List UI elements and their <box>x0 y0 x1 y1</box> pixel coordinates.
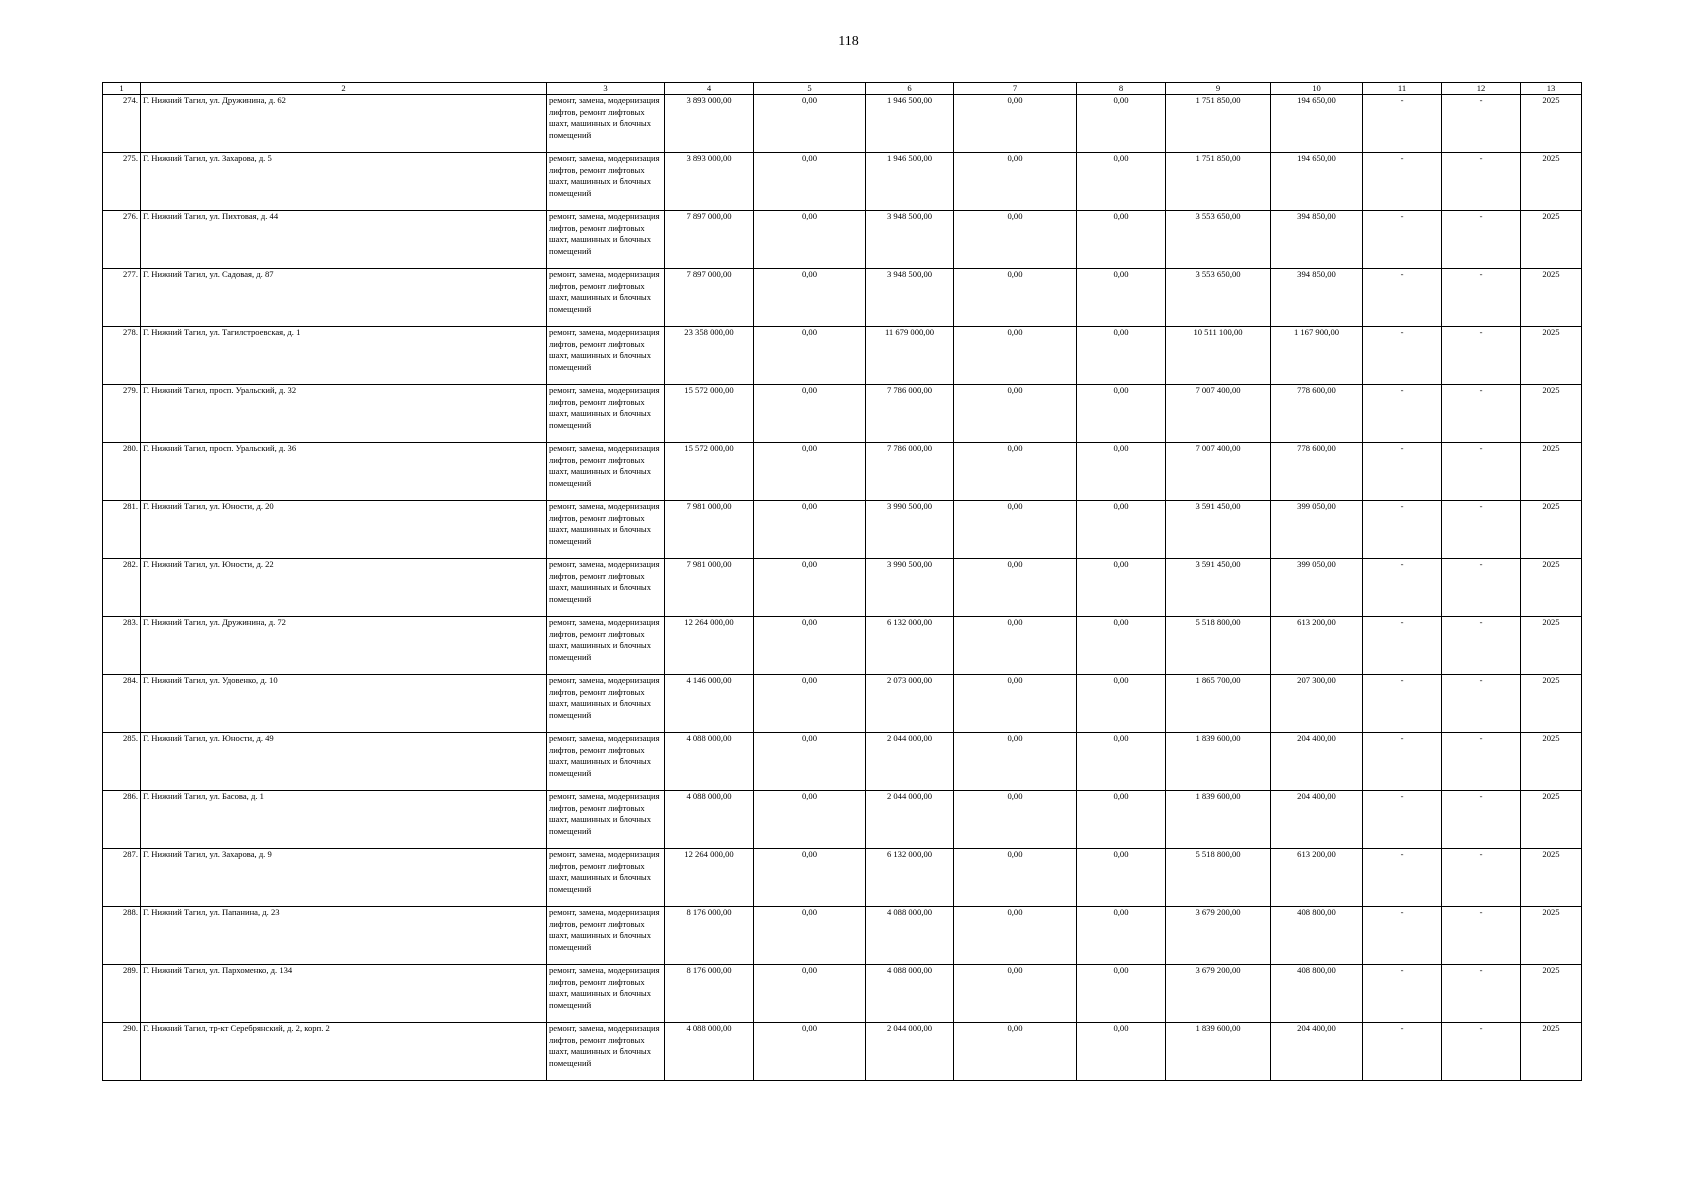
row-number: 278. <box>103 327 141 385</box>
col10-cell: 399 050,00 <box>1271 501 1363 559</box>
col10-cell: 1 167 900,00 <box>1271 327 1363 385</box>
col11-cell: - <box>1363 965 1442 1023</box>
col5-cell: 0,00 <box>754 95 866 153</box>
table-row <box>103 1023 1582 1081</box>
col9-cell: 5 518 800,00 <box>1166 617 1271 675</box>
col12-cell: - <box>1442 443 1521 501</box>
row-number: 284. <box>103 675 141 733</box>
col10-cell: 408 800,00 <box>1271 965 1363 1023</box>
col10-cell: 394 850,00 <box>1271 269 1363 327</box>
col-header: 5 <box>754 83 866 95</box>
col11-cell: - <box>1363 675 1442 733</box>
address-cell: Г. Нижний Тагил, просп. Уральский, д. 36 <box>141 443 547 501</box>
col-header: 10 <box>1271 83 1363 95</box>
total-cost-cell: 12 264 000,00 <box>665 617 754 675</box>
col11-cell: - <box>1363 211 1442 269</box>
total-cost-cell: 3 893 000,00 <box>665 95 754 153</box>
address-cell: Г. Нижний Тагил, ул. Папанина, д. 23 <box>141 907 547 965</box>
col9-cell: 1 751 850,00 <box>1166 153 1271 211</box>
table-row <box>103 443 1582 501</box>
work-type-cell: ремонт, замена, модернизация лифтов, ремонт лифтовых шахт, машинных и блочных помещений <box>547 733 665 791</box>
address-cell: Г. Нижний Тагил, просп. Уральский, д. 32 <box>141 385 547 443</box>
col6-cell: 3 948 500,00 <box>866 269 954 327</box>
total-cost-cell: 23 358 000,00 <box>665 327 754 385</box>
col12-cell: - <box>1442 849 1521 907</box>
col12-cell: - <box>1442 733 1521 791</box>
row-number: 287. <box>103 849 141 907</box>
col9-cell: 1 839 600,00 <box>1166 733 1271 791</box>
work-type-cell: ремонт, замена, модернизация лифтов, ремонт лифтовых шахт, машинных и блочных помещений <box>547 385 665 443</box>
table-row <box>103 965 1582 1023</box>
address-cell: Г. Нижний Тагил, ул. Дружинина, д. 72 <box>141 617 547 675</box>
col9-cell: 1 839 600,00 <box>1166 791 1271 849</box>
address-cell: Г. Нижний Тагил, ул. Юности, д. 22 <box>141 559 547 617</box>
col-header: 12 <box>1442 83 1521 95</box>
year-cell: 2025 <box>1521 733 1582 791</box>
year-cell: 2025 <box>1521 849 1582 907</box>
row-number: 282. <box>103 559 141 617</box>
row-number: 276. <box>103 211 141 269</box>
col-header: 6 <box>866 83 954 95</box>
col7-cell: 0,00 <box>954 965 1077 1023</box>
year-cell: 2025 <box>1521 443 1582 501</box>
col5-cell: 0,00 <box>754 211 866 269</box>
col12-cell: - <box>1442 501 1521 559</box>
work-type-cell: ремонт, замена, модернизация лифтов, ремонт лифтовых шахт, машинных и блочных помещений <box>547 501 665 559</box>
col6-cell: 1 946 500,00 <box>866 95 954 153</box>
col12-cell: - <box>1442 153 1521 211</box>
col8-cell: 0,00 <box>1077 501 1166 559</box>
col5-cell: 0,00 <box>754 1023 866 1081</box>
col8-cell: 0,00 <box>1077 269 1166 327</box>
col6-cell: 1 946 500,00 <box>866 153 954 211</box>
col8-cell: 0,00 <box>1077 733 1166 791</box>
work-type-cell: ремонт, замена, модернизация лифтов, ремонт лифтовых шахт, машинных и блочных помещений <box>547 559 665 617</box>
col9-cell: 3 553 650,00 <box>1166 269 1271 327</box>
register-table <box>102 82 1582 1081</box>
col11-cell: - <box>1363 559 1442 617</box>
col5-cell: 0,00 <box>754 849 866 907</box>
page-number: 118 <box>838 34 859 49</box>
col5-cell: 0,00 <box>754 153 866 211</box>
col8-cell: 0,00 <box>1077 153 1166 211</box>
table-body <box>103 95 1582 1081</box>
col11-cell: - <box>1363 791 1442 849</box>
col9-cell: 1 865 700,00 <box>1166 675 1271 733</box>
col11-cell: - <box>1363 269 1442 327</box>
address-cell: Г. Нижний Тагил, ул. Дружинина, д. 62 <box>141 95 547 153</box>
col8-cell: 0,00 <box>1077 791 1166 849</box>
work-type-cell: ремонт, замена, модернизация лифтов, ремонт лифтовых шахт, машинных и блочных помещений <box>547 791 665 849</box>
col12-cell: - <box>1442 1023 1521 1081</box>
col7-cell: 0,00 <box>954 907 1077 965</box>
col7-cell: 0,00 <box>954 269 1077 327</box>
col9-cell: 3 553 650,00 <box>1166 211 1271 269</box>
col11-cell: - <box>1363 849 1442 907</box>
col10-cell: 778 600,00 <box>1271 385 1363 443</box>
work-type-cell: ремонт, замена, модернизация лифтов, ремонт лифтовых шахт, машинных и блочных помещений <box>547 907 665 965</box>
table-row <box>103 211 1582 269</box>
col5-cell: 0,00 <box>754 907 866 965</box>
col10-cell: 194 650,00 <box>1271 95 1363 153</box>
total-cost-cell: 4 088 000,00 <box>665 1023 754 1081</box>
year-cell: 2025 <box>1521 269 1582 327</box>
total-cost-cell: 4 146 000,00 <box>665 675 754 733</box>
col7-cell: 0,00 <box>954 1023 1077 1081</box>
row-number: 289. <box>103 965 141 1023</box>
col11-cell: - <box>1363 617 1442 675</box>
work-type-cell: ремонт, замена, модернизация лифтов, ремонт лифтовых шахт, машинных и блочных помещений <box>547 675 665 733</box>
col7-cell: 0,00 <box>954 95 1077 153</box>
column-number-header <box>103 83 1582 95</box>
col9-cell: 1 839 600,00 <box>1166 1023 1271 1081</box>
table-row <box>103 385 1582 443</box>
year-cell: 2025 <box>1521 327 1582 385</box>
address-cell: Г. Нижний Тагил, ул. Басова, д. 1 <box>141 791 547 849</box>
col6-cell: 4 088 000,00 <box>866 965 954 1023</box>
col9-cell: 3 679 200,00 <box>1166 907 1271 965</box>
col6-cell: 4 088 000,00 <box>866 907 954 965</box>
col9-cell: 5 518 800,00 <box>1166 849 1271 907</box>
col10-cell: 408 800,00 <box>1271 907 1363 965</box>
table-row <box>103 501 1582 559</box>
work-type-cell: ремонт, замена, модернизация лифтов, ремонт лифтовых шахт, машинных и блочных помещений <box>547 153 665 211</box>
col10-cell: 399 050,00 <box>1271 559 1363 617</box>
col5-cell: 0,00 <box>754 269 866 327</box>
row-number: 274. <box>103 95 141 153</box>
col11-cell: - <box>1363 385 1442 443</box>
total-cost-cell: 7 897 000,00 <box>665 269 754 327</box>
col9-cell: 10 511 100,00 <box>1166 327 1271 385</box>
total-cost-cell: 7 981 000,00 <box>665 501 754 559</box>
total-cost-cell: 8 176 000,00 <box>665 907 754 965</box>
col5-cell: 0,00 <box>754 675 866 733</box>
row-number: 288. <box>103 907 141 965</box>
col-header: 13 <box>1521 83 1582 95</box>
table-row <box>103 617 1582 675</box>
col8-cell: 0,00 <box>1077 1023 1166 1081</box>
year-cell: 2025 <box>1521 153 1582 211</box>
address-cell: Г. Нижний Тагил, ул. Юности, д. 20 <box>141 501 547 559</box>
col9-cell: 7 007 400,00 <box>1166 385 1271 443</box>
col12-cell: - <box>1442 211 1521 269</box>
table-row <box>103 269 1582 327</box>
row-number: 279. <box>103 385 141 443</box>
col10-cell: 613 200,00 <box>1271 849 1363 907</box>
col12-cell: - <box>1442 385 1521 443</box>
total-cost-cell: 12 264 000,00 <box>665 849 754 907</box>
col8-cell: 0,00 <box>1077 559 1166 617</box>
col5-cell: 0,00 <box>754 965 866 1023</box>
col11-cell: - <box>1363 95 1442 153</box>
col6-cell: 3 948 500,00 <box>866 211 954 269</box>
col8-cell: 0,00 <box>1077 385 1166 443</box>
address-cell: Г. Нижний Тагил, ул. Юности, д. 49 <box>141 733 547 791</box>
total-cost-cell: 3 893 000,00 <box>665 153 754 211</box>
table-row <box>103 675 1582 733</box>
table-row <box>103 559 1582 617</box>
row-number: 285. <box>103 733 141 791</box>
header-row <box>103 83 1582 95</box>
work-type-cell: ремонт, замена, модернизация лифтов, ремонт лифтовых шахт, машинных и блочных помещений <box>547 211 665 269</box>
total-cost-cell: 15 572 000,00 <box>665 443 754 501</box>
col12-cell: - <box>1442 95 1521 153</box>
table-row <box>103 849 1582 907</box>
col11-cell: - <box>1363 153 1442 211</box>
col-header: 4 <box>665 83 754 95</box>
col6-cell: 2 044 000,00 <box>866 1023 954 1081</box>
address-cell: Г. Нижний Тагил, ул. Захарова, д. 9 <box>141 849 547 907</box>
col5-cell: 0,00 <box>754 443 866 501</box>
col5-cell: 0,00 <box>754 791 866 849</box>
col7-cell: 0,00 <box>954 211 1077 269</box>
col-header: 3 <box>547 83 665 95</box>
address-cell: Г. Нижний Тагил, ул. Захарова, д. 5 <box>141 153 547 211</box>
col12-cell: - <box>1442 965 1521 1023</box>
table-row <box>103 327 1582 385</box>
col8-cell: 0,00 <box>1077 327 1166 385</box>
col7-cell: 0,00 <box>954 385 1077 443</box>
work-type-cell: ремонт, замена, модернизация лифтов, ремонт лифтовых шахт, машинных и блочных помещений <box>547 1023 665 1081</box>
year-cell: 2025 <box>1521 385 1582 443</box>
col12-cell: - <box>1442 617 1521 675</box>
total-cost-cell: 15 572 000,00 <box>665 385 754 443</box>
col7-cell: 0,00 <box>954 617 1077 675</box>
col-header: 7 <box>954 83 1077 95</box>
col7-cell: 0,00 <box>954 443 1077 501</box>
col10-cell: 204 400,00 <box>1271 1023 1363 1081</box>
col11-cell: - <box>1363 907 1442 965</box>
col-header: 2 <box>141 83 547 95</box>
col10-cell: 204 400,00 <box>1271 733 1363 791</box>
col11-cell: - <box>1363 1023 1442 1081</box>
year-cell: 2025 <box>1521 1023 1582 1081</box>
work-type-cell: ремонт, замена, модернизация лифтов, ремонт лифтовых шахт, машинных и блочных помещений <box>547 95 665 153</box>
row-number: 283. <box>103 617 141 675</box>
col9-cell: 7 007 400,00 <box>1166 443 1271 501</box>
col9-cell: 1 751 850,00 <box>1166 95 1271 153</box>
col6-cell: 2 073 000,00 <box>866 675 954 733</box>
col8-cell: 0,00 <box>1077 675 1166 733</box>
col11-cell: - <box>1363 733 1442 791</box>
address-cell: Г. Нижний Тагил, ул. Садовая, д. 87 <box>141 269 547 327</box>
col7-cell: 0,00 <box>954 675 1077 733</box>
col5-cell: 0,00 <box>754 559 866 617</box>
col6-cell: 3 990 500,00 <box>866 501 954 559</box>
table-row <box>103 791 1582 849</box>
col-header: 9 <box>1166 83 1271 95</box>
total-cost-cell: 8 176 000,00 <box>665 965 754 1023</box>
col7-cell: 0,00 <box>954 791 1077 849</box>
col-header: 1 <box>103 83 141 95</box>
work-type-cell: ремонт, замена, модернизация лифтов, ремонт лифтовых шахт, машинных и блочных помещений <box>547 327 665 385</box>
col7-cell: 0,00 <box>954 501 1077 559</box>
col12-cell: - <box>1442 791 1521 849</box>
col8-cell: 0,00 <box>1077 965 1166 1023</box>
col9-cell: 3 679 200,00 <box>1166 965 1271 1023</box>
table-row <box>103 907 1582 965</box>
year-cell: 2025 <box>1521 907 1582 965</box>
total-cost-cell: 7 897 000,00 <box>665 211 754 269</box>
row-number: 280. <box>103 443 141 501</box>
col7-cell: 0,00 <box>954 153 1077 211</box>
work-type-cell: ремонт, замена, модернизация лифтов, ремонт лифтовых шахт, машинных и блочных помещений <box>547 269 665 327</box>
col7-cell: 0,00 <box>954 733 1077 791</box>
col12-cell: - <box>1442 327 1521 385</box>
address-cell: Г. Нижний Тагил, ул. Тагилстроевская, д. 1 <box>141 327 547 385</box>
col8-cell: 0,00 <box>1077 211 1166 269</box>
work-type-cell: ремонт, замена, модернизация лифтов, ремонт лифтовых шахт, машинных и блочных помещений <box>547 443 665 501</box>
col12-cell: - <box>1442 675 1521 733</box>
work-type-cell: ремонт, замена, модернизация лифтов, ремонт лифтовых шахт, машинных и блочных помещений <box>547 965 665 1023</box>
col7-cell: 0,00 <box>954 327 1077 385</box>
row-number: 275. <box>103 153 141 211</box>
col5-cell: 0,00 <box>754 385 866 443</box>
work-type-cell: ремонт, замена, модернизация лифтов, ремонт лифтовых шахт, машинных и блочных помещений <box>547 849 665 907</box>
col12-cell: - <box>1442 269 1521 327</box>
col9-cell: 3 591 450,00 <box>1166 501 1271 559</box>
total-cost-cell: 4 088 000,00 <box>665 733 754 791</box>
col6-cell: 2 044 000,00 <box>866 733 954 791</box>
col11-cell: - <box>1363 501 1442 559</box>
year-cell: 2025 <box>1521 559 1582 617</box>
col6-cell: 7 786 000,00 <box>866 443 954 501</box>
col-header: 11 <box>1363 83 1442 95</box>
table-row <box>103 733 1582 791</box>
col8-cell: 0,00 <box>1077 849 1166 907</box>
year-cell: 2025 <box>1521 211 1582 269</box>
col11-cell: - <box>1363 443 1442 501</box>
col10-cell: 778 600,00 <box>1271 443 1363 501</box>
address-cell: Г. Нижний Тагил, ул. Удовенко, д. 10 <box>141 675 547 733</box>
col7-cell: 0,00 <box>954 849 1077 907</box>
col10-cell: 194 650,00 <box>1271 153 1363 211</box>
work-type-cell: ремонт, замена, модернизация лифтов, ремонт лифтовых шахт, машинных и блочных помещений <box>547 617 665 675</box>
col10-cell: 613 200,00 <box>1271 617 1363 675</box>
col5-cell: 0,00 <box>754 501 866 559</box>
year-cell: 2025 <box>1521 617 1582 675</box>
col5-cell: 0,00 <box>754 327 866 385</box>
col9-cell: 3 591 450,00 <box>1166 559 1271 617</box>
col6-cell: 2 044 000,00 <box>866 791 954 849</box>
address-cell: Г. Нижний Тагил, ул. Пархоменко, д. 134 <box>141 965 547 1023</box>
row-number: 286. <box>103 791 141 849</box>
col11-cell: - <box>1363 327 1442 385</box>
col5-cell: 0,00 <box>754 617 866 675</box>
total-cost-cell: 7 981 000,00 <box>665 559 754 617</box>
col6-cell: 11 679 000,00 <box>866 327 954 385</box>
row-number: 277. <box>103 269 141 327</box>
col6-cell: 6 132 000,00 <box>866 849 954 907</box>
col12-cell: - <box>1442 907 1521 965</box>
address-cell: Г. Нижний Тагил, ул. Пихтовая, д. 44 <box>141 211 547 269</box>
col8-cell: 0,00 <box>1077 95 1166 153</box>
table-row <box>103 153 1582 211</box>
year-cell: 2025 <box>1521 501 1582 559</box>
col10-cell: 394 850,00 <box>1271 211 1363 269</box>
col8-cell: 0,00 <box>1077 907 1166 965</box>
row-number: 281. <box>103 501 141 559</box>
col8-cell: 0,00 <box>1077 443 1166 501</box>
col6-cell: 6 132 000,00 <box>866 617 954 675</box>
year-cell: 2025 <box>1521 791 1582 849</box>
year-cell: 2025 <box>1521 965 1582 1023</box>
year-cell: 2025 <box>1521 675 1582 733</box>
col10-cell: 207 300,00 <box>1271 675 1363 733</box>
row-number: 290. <box>103 1023 141 1081</box>
total-cost-cell: 4 088 000,00 <box>665 791 754 849</box>
col7-cell: 0,00 <box>954 559 1077 617</box>
table-row <box>103 95 1582 153</box>
col10-cell: 204 400,00 <box>1271 791 1363 849</box>
col12-cell: - <box>1442 559 1521 617</box>
col8-cell: 0,00 <box>1077 617 1166 675</box>
col5-cell: 0,00 <box>754 733 866 791</box>
col6-cell: 7 786 000,00 <box>866 385 954 443</box>
col-header: 8 <box>1077 83 1166 95</box>
year-cell: 2025 <box>1521 95 1582 153</box>
address-cell: Г. Нижний Тагил, тр-кт Серебрянский, д. 2, корп. 2 <box>141 1023 547 1081</box>
col6-cell: 3 990 500,00 <box>866 559 954 617</box>
